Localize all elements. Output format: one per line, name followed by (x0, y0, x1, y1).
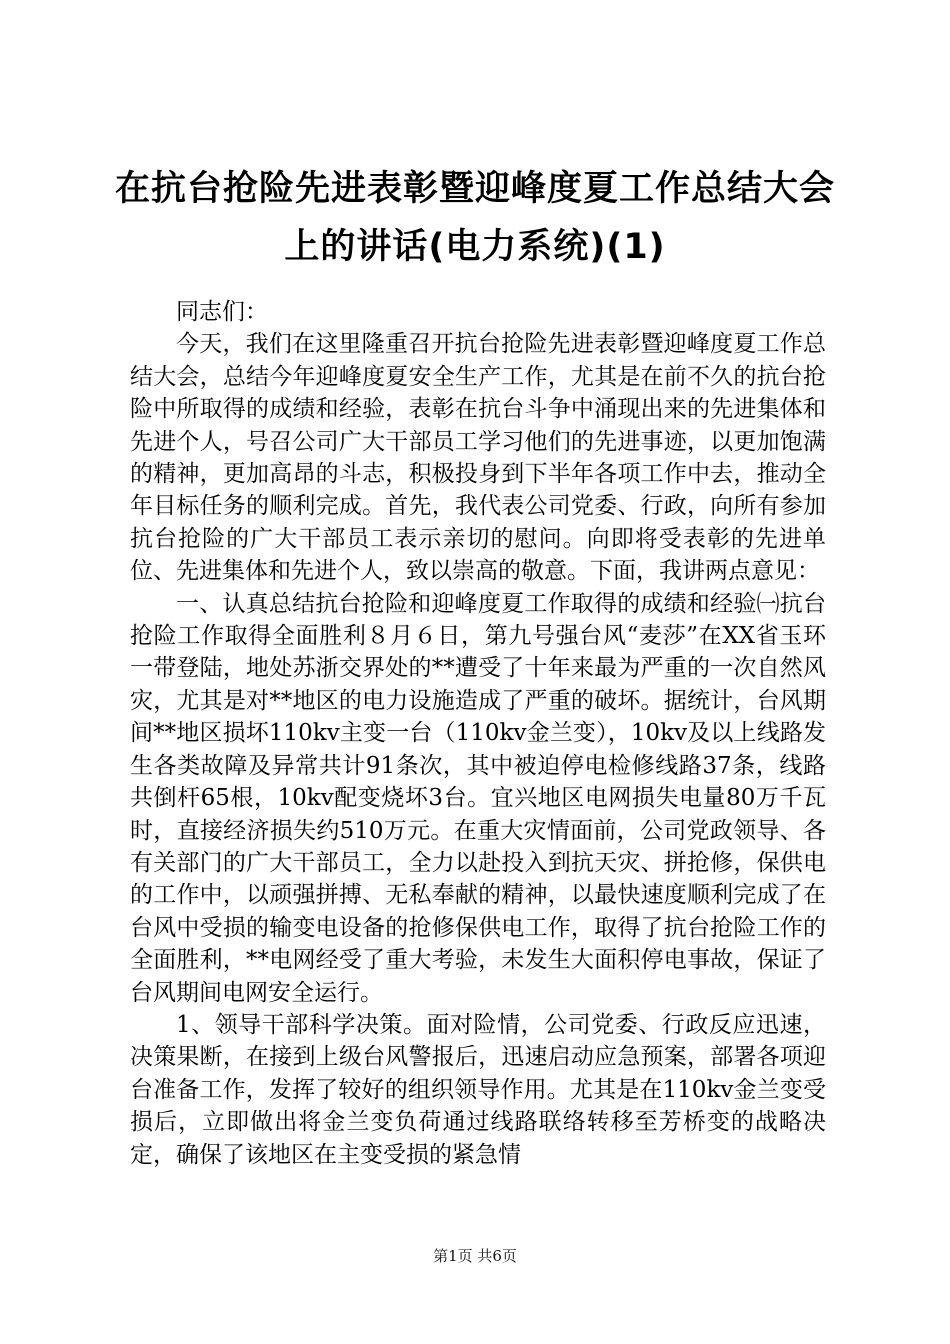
intro-paragraph: 今天，我们在这里隆重召开抗台抢险先进表彰暨迎峰度夏工作总结大会，总结今年迎峰度夏安全生产工作，尤其是在前不久的抗台抢险中所取得的成绩和经验，表彰在抗台斗争中涌现出来的先进集体和先进个人，号召公司广大干部员工学习他们的先进事迹，以更加饱满的精神，更加高昂的斗志，积极投身到下半年各项工作中去，推动全年目标任务的顺利完成。首先，我代表公司党委、行政，向所有参加抗台抢险的广大干部员工表示亲切的慰问。向即将受表彰的先进单位、先进集体和先进个人，致以崇高的敬意。下面，我讲两点意见： (130, 331, 826, 585)
document-body (130, 296, 826, 1171)
salutation-paragraph: 同志们： (176, 299, 268, 325)
document-title: 在抗台抢险先进表彰暨迎峰度夏工作总结大会上的讲话(电力系统)(1) (114, 169, 835, 267)
section-one-paragraph: 一、认真总结抗台抢险和迎峰度夏工作取得的成绩和经验㈠抗台抢险工作取得全面胜利８月６日，第九号强台风“麦莎”在XX省玉环一带登陆，地处苏浙交界处的**遭受了十年来最为严重的一次自然风灾，尤其是对**地区的电力设施造成了严重的破坏。据统计，台风期间**地区损坏110kv主变一台（110kv金兰变），10kv及以上线路发生各类故障及异常共计91条次，其中被迫停电检修线路37条，线路共倒杆65根，10kv配变烧坏3台。宜兴地区电网损失电量80万千瓦时，直接经济损失约510万元。在重大灾情面前，公司党政领导、各有关部门的广大干部员工，全力以赴投入到抗天灾、拼抢修，保供电的工作中，以顽强拼搏、无私奉献的精神，以最快速度顺利完成了在台风中受损的输变电设备的抢修保供电工作，取得了抗台抢险工作的全面胜利，**电网经受了重大考验，未发生大面积停电事故，保证了台风期间电网安全运行。 (130, 590, 826, 1006)
page-number-footer: 第1页 共6页 (433, 1247, 517, 1265)
point-one-paragraph: 1、领导干部科学决策。面对险情，公司党委、行政反应迅速，决策果断，在接到上级台风警报后，迅速启动应急预案，部署各项迎台准备工作，发挥了较好的组织领导作用。尤其是在110kv金兰变受损后，立即做出将金兰变负荷通过线路联络转移至芳桥变的战略决定，确保了该地区在主变受损的紧急情 (130, 1011, 826, 1168)
